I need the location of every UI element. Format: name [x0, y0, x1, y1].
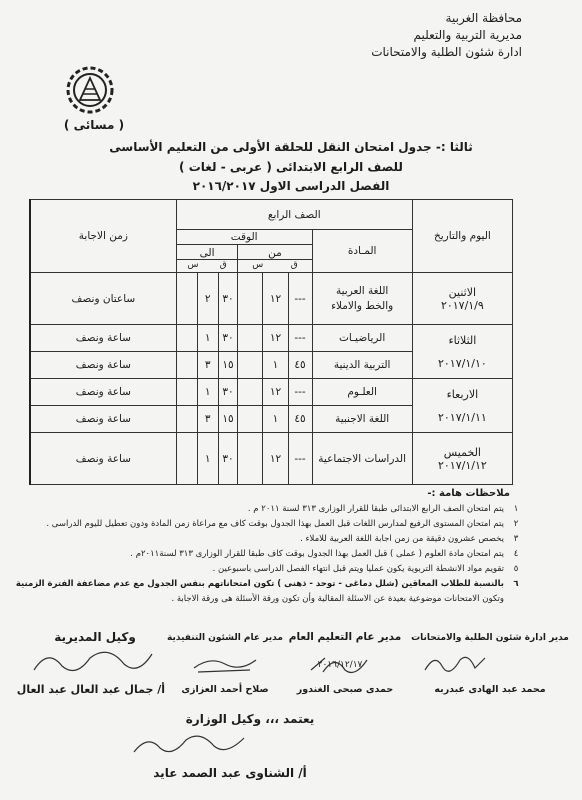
note-item: [130, 549, 522, 559]
subject-cell: العلـوم: [312, 379, 412, 406]
day-cell: [412, 325, 512, 379]
table-row: [30, 379, 513, 406]
spacer-cell: [176, 379, 197, 406]
approval-line: يعتمد ،،، وكيل الوزارة: [185, 712, 315, 726]
note-number: ٤: [513, 549, 519, 559]
sig-name-exams-director: محمد عبد الهادى عبدربه: [434, 684, 546, 695]
note-number: ٣: [513, 534, 519, 544]
sig-name-undersecretary-directorate: أ/ جمال عبد العال عبد العال: [16, 683, 165, 696]
subject-name-2: والخط والاملاء: [331, 299, 394, 312]
note-text: يتم امتحان المستوى الرفيع لمدارس اللغات قبل العمل بهذا الجدول بوقت كاف مع مراعاة زمن المادة ودون تعطيل لليوم الدراسى .: [46, 519, 504, 529]
to-hours: ٣: [197, 406, 218, 433]
subject-cell: التربية الدينية: [312, 352, 412, 379]
to-units: [177, 259, 238, 270]
day-name: الخميس: [443, 445, 481, 459]
day-cell: [412, 273, 512, 325]
spacer-cell: [176, 433, 197, 485]
from-label: من: [268, 247, 282, 259]
duration-cell: ساعة ونصف: [30, 325, 176, 352]
header-governorate: محافظة الغربية: [445, 11, 522, 25]
day-cell: [412, 433, 512, 485]
subject-cell: اللغة الاجنبية: [312, 406, 412, 433]
day-date: ٢٠١٧/١/١٢: [437, 458, 487, 472]
header-subject: المـادة: [312, 230, 412, 273]
sig-title-exams-director: مدير ادارة شئون الطلبة والامتحانات: [411, 633, 569, 643]
header-time: الوقت: [176, 230, 312, 245]
from-minutes: ---: [288, 433, 312, 485]
exam-schedule-table: [29, 199, 513, 485]
note-item: [248, 504, 522, 514]
to-minutes: ٣٠: [218, 325, 238, 352]
unit-s: س: [187, 260, 199, 270]
header-grade: الصف الرابع: [176, 200, 412, 230]
unit-q: ق: [290, 260, 298, 270]
signature-scribble-minister: [130, 728, 250, 760]
note-text: يتم امتحان مادة العلوم ( عملى ) قبل العمل بهذا الجدول بوقت كاف طبقا للقرار الوزارى ٣١٣ لسنة٢٠١١م .: [130, 549, 504, 559]
unit-q: ق: [219, 260, 227, 270]
to-minutes: ١٥: [218, 352, 238, 379]
spacer-cell: [176, 325, 197, 352]
to-hours: ١: [197, 325, 218, 352]
signature-scribble-undersecretary: [28, 646, 158, 680]
notes-title: ملاحظات هامة :-: [427, 488, 510, 499]
gear-emblem-icon: [62, 62, 118, 118]
doc-title: ثالثا :- جدول امتحان النقل للحلقة الأولى من التعليم الأساسى: [109, 140, 473, 154]
day-name: الاثنين: [448, 285, 477, 299]
session-label: ( مسائى ): [63, 118, 125, 132]
note-item: [300, 534, 522, 544]
spacer-cell: [176, 406, 197, 433]
sig-title-executive-affairs-director: مدير عام الشئون التنفيذية: [167, 633, 283, 643]
note-number: ٢: [513, 519, 519, 529]
duration-cell: ساعة ونصف: [30, 379, 176, 406]
doc-subtitle-term: الفصل الدراسى الاول ٢٠١٦/٢٠١٧: [192, 179, 390, 193]
note-item: [16, 579, 522, 589]
from-hours: ١٢: [263, 433, 288, 485]
day-date: ٢٠١٧/١/١١: [437, 410, 487, 424]
unit-s: س: [252, 260, 264, 270]
spacer-cell: [238, 325, 263, 352]
to-hours: ١: [197, 379, 218, 406]
note-item: [46, 519, 522, 529]
to-hours: ٢: [197, 273, 218, 325]
from-hours: ١٢: [263, 273, 288, 325]
subject-cell: الدراسات الاجتماعية: [312, 433, 412, 485]
day-name: الثلاثاء: [448, 333, 477, 347]
note-item: [213, 564, 522, 574]
spacer-cell: [238, 433, 263, 485]
spacer-cell: [238, 406, 263, 433]
spacer-cell: [176, 352, 197, 379]
spacer-cell: [238, 273, 263, 325]
handwritten-date: ٢٠١٦/١٢/١٧: [317, 660, 363, 670]
day-cell: [412, 379, 512, 433]
from-hours: ١: [263, 406, 288, 433]
from-minutes: ---: [288, 325, 312, 352]
note-text: وتكون الامتحانات موضوعية بعيدة عن الاسئلة المقالية وأن تكون ورقة الأسئلة هى ورقة الاجابة .: [171, 594, 504, 604]
sig-name-general-director: حمدى صبحى الغندور: [296, 684, 394, 695]
to-hours: ٣: [197, 352, 218, 379]
from-minutes: ٤٥: [288, 352, 312, 379]
note-number: ٥: [513, 564, 519, 574]
day-date: ٢٠١٧/١/٩: [440, 298, 484, 312]
note-item: [171, 594, 522, 604]
header-administration: ادارة شئون الطلبة والامتحانات: [371, 45, 522, 59]
table-row: [30, 325, 513, 352]
header-duration: زمن الاجابة: [30, 200, 176, 273]
note-number: ١: [513, 504, 519, 514]
from-hours: ١: [263, 352, 288, 379]
subject-cell: [312, 273, 412, 325]
note-text: بالنسبة للطلاب المعاقين (شلل دماغى - توحد - ذهنى ) تكون امتحاناتهم بنفس الجدول مع عدم مضاعفة الفترة الزمنية: [15, 579, 504, 589]
day-date: ٢٠١٧/١/١٠: [437, 356, 487, 370]
sig-title-general-education-director: مدير عام التعليم العام: [288, 631, 402, 643]
spacer-cell: [238, 379, 263, 406]
subject-name: اللغة العربية: [335, 284, 389, 297]
to-label: الى: [199, 247, 215, 259]
header-from: [238, 245, 312, 273]
from-units: [238, 259, 311, 270]
spacer-cell: [238, 352, 263, 379]
sig-name-executive-director: صلاح أحمد العزازى: [181, 684, 269, 695]
from-minutes: ---: [288, 273, 312, 325]
header-day-date: اليوم والتاريخ: [412, 200, 512, 273]
note-text: يتم امتحان الصف الرابع الابتدائى طبقا للقرار الوزارى ٣١٣ لسنة ٢٠١١ م .: [247, 504, 504, 514]
duration-cell: ساعة ونصف: [30, 433, 176, 485]
duration-cell: ساعتان ونصف: [30, 273, 176, 325]
doc-subtitle-grade: للصف الرابع الابتدائى ( عربى - لغات ): [179, 160, 403, 174]
sig-title-undersecretary-directorate: وكيل المديرية: [54, 630, 136, 644]
header-to: [176, 245, 238, 273]
to-hours: ١: [197, 433, 218, 485]
from-hours: ١٢: [263, 379, 288, 406]
to-minutes: ٣٠: [218, 379, 238, 406]
to-minutes: ٣٠: [218, 433, 238, 485]
table-row: [30, 273, 513, 325]
to-minutes: ١٥: [218, 406, 238, 433]
subject-cell: الرياضيـات: [312, 325, 412, 352]
minister-undersecretary-name: أ/ الشناوى عبد الصمد عايد: [153, 766, 307, 780]
note-text: تقويم مواد الانشطة التربوية يكون عمليا ويتم قبل انتهاء الفصل الدراسى باسبوعين .: [212, 564, 504, 574]
note-text: يخصص عشرون دقيقة من زمن اجابة اللغة العربية للاملاء .: [300, 534, 504, 544]
spacer-cell: [176, 273, 197, 325]
table-row: [30, 433, 513, 485]
to-minutes: ٣٠: [218, 273, 238, 325]
signature-scribble-executive-director: [190, 650, 260, 676]
from-minutes: ٤٥: [288, 406, 312, 433]
header-directorate: مديرية التربية والتعليم: [413, 28, 522, 42]
day-name: الاربعاء: [446, 387, 479, 401]
note-number: ٦: [513, 579, 519, 589]
duration-cell: ساعة ونصف: [30, 352, 176, 379]
signature-scribble-exams-director: [420, 648, 490, 678]
from-minutes: ---: [288, 379, 312, 406]
from-hours: ١٢: [263, 325, 288, 352]
duration-cell: ساعة ونصف: [30, 406, 176, 433]
